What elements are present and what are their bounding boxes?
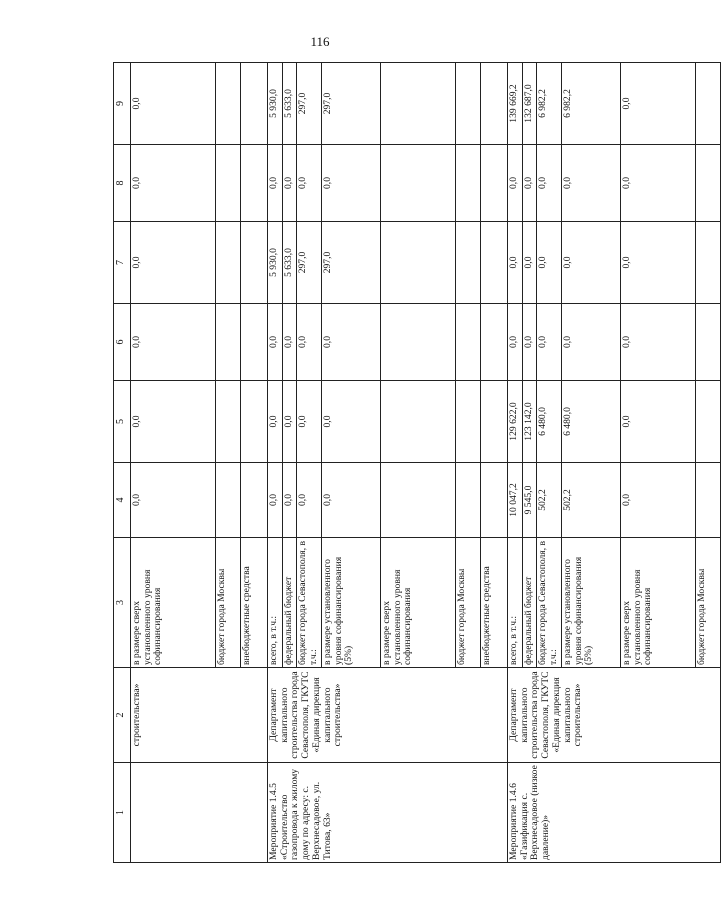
value-cell <box>216 463 241 538</box>
value-cell <box>241 381 268 463</box>
column-header: 9 <box>114 63 131 145</box>
value-cell: 0,0 <box>508 304 523 381</box>
value-cell: 0,0 <box>322 304 381 381</box>
table-row <box>131 63 216 863</box>
value-cell: 0,0 <box>562 145 621 222</box>
value-cell: 0,0 <box>268 381 283 463</box>
value-cell: 0,0 <box>297 381 322 463</box>
source-cell: бюджет города Москвы <box>216 538 241 668</box>
value-cell: 0,0 <box>537 304 562 381</box>
value-cell: 0,0 <box>322 463 381 538</box>
value-cell: 0,0 <box>283 145 297 222</box>
value-cell: 0,0 <box>621 145 696 222</box>
value-cell <box>381 463 456 538</box>
value-cell <box>381 304 456 381</box>
source-cell: бюджет города Севастополя, в т.ч.: <box>297 538 322 668</box>
value-cell <box>481 304 508 381</box>
value-cell <box>381 222 456 304</box>
value-cell <box>241 63 268 145</box>
source-cell: федеральный бюджет <box>523 538 537 668</box>
value-cell <box>216 381 241 463</box>
value-cell: 5 633,0 <box>283 222 297 304</box>
column-header: 4 <box>114 463 131 538</box>
value-cell: 0,0 <box>508 222 523 304</box>
value-cell: 0,0 <box>283 463 297 538</box>
source-cell: всего, в т.ч.: <box>268 538 283 668</box>
value-cell <box>381 145 456 222</box>
column-header: 6 <box>114 304 131 381</box>
value-cell: 0,0 <box>268 304 283 381</box>
value-cell <box>456 145 481 222</box>
value-cell: 0,0 <box>131 222 216 304</box>
value-cell <box>696 145 721 222</box>
source-cell: в размере сверх установленного уровня софинансирования <box>381 538 456 668</box>
value-cell: 6 982,2 <box>537 63 562 145</box>
value-cell <box>241 222 268 304</box>
rotated-table-wrapper <box>113 63 707 863</box>
value-cell <box>381 381 456 463</box>
measure-title-cell: Мероприятие 1.4.6 «Газификация с. Верхнесадовое (низкое давление)» <box>508 763 721 863</box>
value-cell: 0,0 <box>268 463 283 538</box>
source-cell: федеральный бюджет <box>283 538 297 668</box>
performer-cell: Департамент капитального строительства города Севастополя, ГКУТС «Единая дирекция капитального строительства» <box>508 668 721 763</box>
source-cell: всего, в т.ч.: <box>508 538 523 668</box>
value-cell: 129 622,0 <box>508 381 523 463</box>
source-cell: внебюджетные средства <box>241 538 268 668</box>
value-cell: 0,0 <box>523 222 537 304</box>
value-cell: 0,0 <box>297 304 322 381</box>
value-cell <box>481 381 508 463</box>
value-cell: 0,0 <box>322 381 381 463</box>
value-cell <box>481 463 508 538</box>
page-number: 116 <box>310 34 330 49</box>
value-cell: 0,0 <box>297 463 322 538</box>
value-cell <box>696 222 721 304</box>
value-cell: 6 982,2 <box>562 63 621 145</box>
value-cell: 0,0 <box>537 145 562 222</box>
value-cell: 0,0 <box>268 145 283 222</box>
value-cell: 0,0 <box>131 304 216 381</box>
value-cell <box>381 63 456 145</box>
measure-title-cell: Мероприятие 1.4.5 «Строительство газопровода к жилому дому по адресу: с. Верхнесадовое, ул. Титова, 63» <box>268 763 508 863</box>
table-row <box>268 63 283 863</box>
value-cell: 123 142,0 <box>523 381 537 463</box>
source-cell: в размере сверх установленного уровня софинансирования <box>131 538 216 668</box>
value-cell <box>696 63 721 145</box>
value-cell <box>456 463 481 538</box>
value-cell: 0,0 <box>283 304 297 381</box>
value-cell: 0,0 <box>621 222 696 304</box>
table-row <box>508 63 523 863</box>
value-cell: 0,0 <box>621 463 696 538</box>
value-cell: 0,0 <box>562 304 621 381</box>
value-cell: 502,2 <box>537 463 562 538</box>
budget-table <box>113 62 721 863</box>
source-cell: в размере сверх установленного уровня софинансирования <box>621 538 696 668</box>
measure-cell-empty <box>131 763 268 863</box>
value-cell <box>241 463 268 538</box>
value-cell <box>456 381 481 463</box>
source-cell: в размере установленного уровня софинансирования (5%) <box>322 538 381 668</box>
source-cell: внебюджетные средства <box>481 538 508 668</box>
value-cell: 0,0 <box>131 463 216 538</box>
value-cell <box>216 222 241 304</box>
value-cell <box>456 222 481 304</box>
value-cell: 10 047,2 <box>508 463 523 538</box>
value-cell <box>456 304 481 381</box>
value-cell: 297,0 <box>322 222 381 304</box>
value-cell: 5 930,0 <box>268 63 283 145</box>
value-cell <box>241 304 268 381</box>
value-cell: 0,0 <box>523 145 537 222</box>
source-cell: бюджет города Москвы <box>696 538 721 668</box>
value-cell <box>216 145 241 222</box>
column-header: 8 <box>114 145 131 222</box>
value-cell: 0,0 <box>131 145 216 222</box>
value-cell <box>696 381 721 463</box>
value-cell <box>216 63 241 145</box>
column-header: 5 <box>114 381 131 463</box>
value-cell: 0,0 <box>523 304 537 381</box>
value-cell: 0,0 <box>322 145 381 222</box>
value-cell: 139 669,2 <box>508 63 523 145</box>
value-cell <box>456 63 481 145</box>
header-row <box>114 63 131 863</box>
value-cell: 0,0 <box>537 222 562 304</box>
value-cell <box>241 145 268 222</box>
performer-cell: Департамент капитального строительства города Севастополя, ГКУТС «Единая дирекция капитального строительства» <box>268 668 508 763</box>
column-header: 1 <box>114 763 131 863</box>
value-cell: 0,0 <box>508 145 523 222</box>
value-cell <box>216 304 241 381</box>
column-header: 2 <box>114 668 131 763</box>
value-cell <box>696 304 721 381</box>
value-cell: 5 930,0 <box>268 222 283 304</box>
value-cell <box>481 222 508 304</box>
value-cell: 6 480,0 <box>537 381 562 463</box>
value-cell: 132 687,0 <box>523 63 537 145</box>
value-cell <box>481 63 508 145</box>
value-cell: 0,0 <box>131 381 216 463</box>
value-cell: 9 545,0 <box>523 463 537 538</box>
performer-cell: строительства» <box>131 668 268 763</box>
source-cell: бюджет города Севастополя, в т.ч.: <box>537 538 562 668</box>
value-cell: 0,0 <box>621 63 696 145</box>
value-cell: 297,0 <box>297 222 322 304</box>
value-cell: 297,0 <box>322 63 381 145</box>
value-cell <box>481 145 508 222</box>
value-cell: 0,0 <box>131 63 216 145</box>
value-cell: 0,0 <box>621 304 696 381</box>
source-cell: в размере установленного уровня софинансирования (5%) <box>562 538 621 668</box>
value-cell: 0,0 <box>621 381 696 463</box>
column-header: 7 <box>114 222 131 304</box>
value-cell: 5 633,0 <box>283 63 297 145</box>
value-cell: 6 480,0 <box>562 381 621 463</box>
value-cell: 0,0 <box>297 145 322 222</box>
value-cell <box>696 463 721 538</box>
value-cell: 502,2 <box>562 463 621 538</box>
value-cell: 297,0 <box>297 63 322 145</box>
source-cell: бюджет города Москвы <box>456 538 481 668</box>
column-header: 3 <box>114 538 131 668</box>
value-cell: 0,0 <box>562 222 621 304</box>
value-cell: 0,0 <box>283 381 297 463</box>
